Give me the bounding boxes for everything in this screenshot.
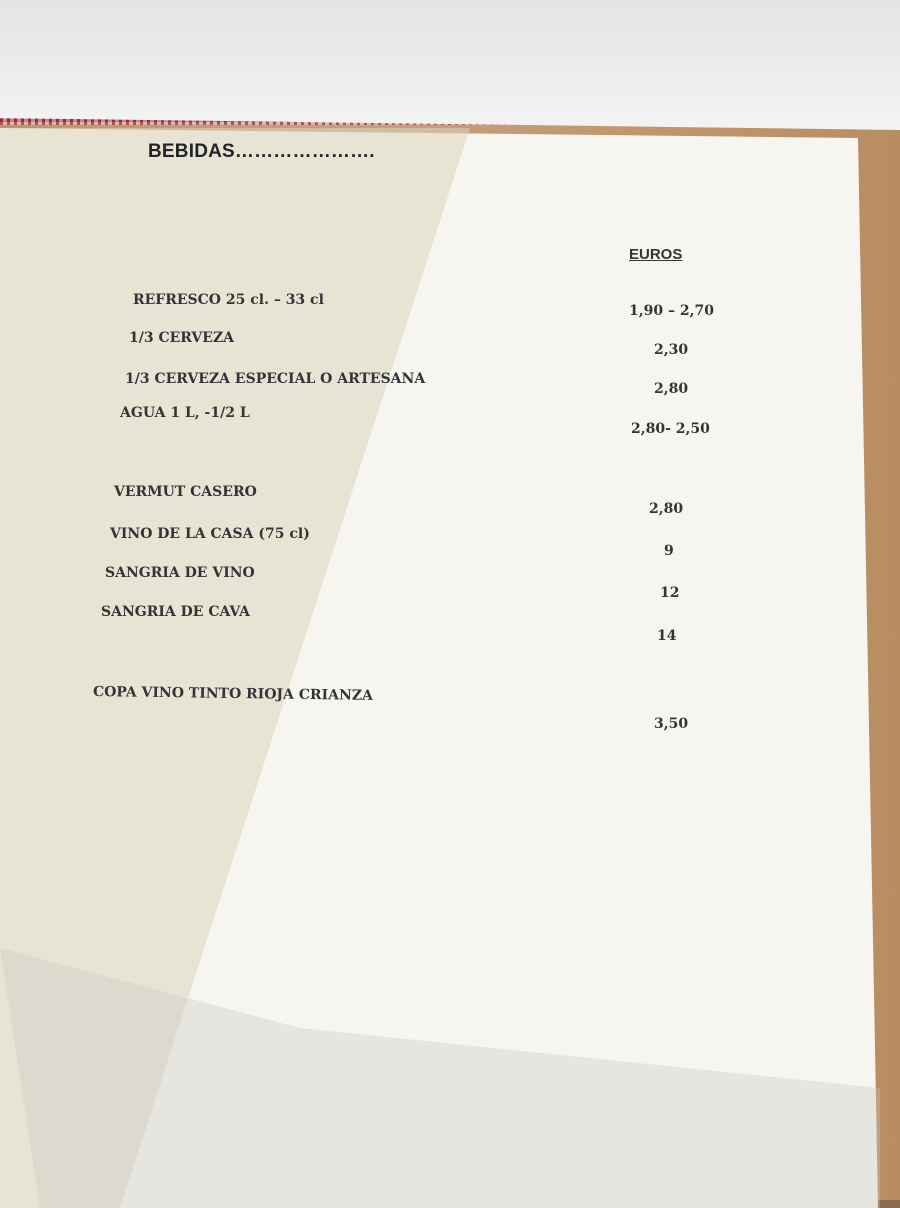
item-name: SANGRIA DE VINO: [105, 565, 255, 581]
item-price: 2,80- 2,50: [631, 421, 710, 437]
item-price: 12: [660, 585, 680, 601]
item-price: 1,90 – 2,70: [629, 303, 714, 319]
folded-page-flap: [0, 0, 900, 136]
item-name: VERMUT CASERO: [114, 484, 257, 500]
item-price: 9: [664, 543, 674, 559]
item-price: 2,80: [649, 501, 684, 517]
item-name: REFRESCO 25 cl. – 33 cl: [133, 292, 324, 308]
item-price: 3,50: [654, 716, 689, 732]
item-price: 2,30: [654, 342, 689, 358]
menu-title: BEBIDAS………………….: [148, 141, 375, 162]
item-name: 1/3 CERVEZA ESPECIAL O ARTESANA: [125, 371, 426, 387]
item-name: VINO DE LA CASA (75 cl): [110, 526, 310, 542]
item-name: 1/3 CERVEZA: [129, 330, 235, 346]
currency-header: EUROS: [629, 246, 683, 263]
item-name: AGUA 1 L, -1/2 L: [120, 405, 250, 421]
item-price: 14: [657, 628, 677, 644]
item-name: SANGRIA DE CAVA: [101, 604, 250, 620]
item-price: 2,80: [654, 381, 689, 397]
item-name: COPA VINO TINTO RIOJA CRIANZA: [92, 684, 374, 704]
